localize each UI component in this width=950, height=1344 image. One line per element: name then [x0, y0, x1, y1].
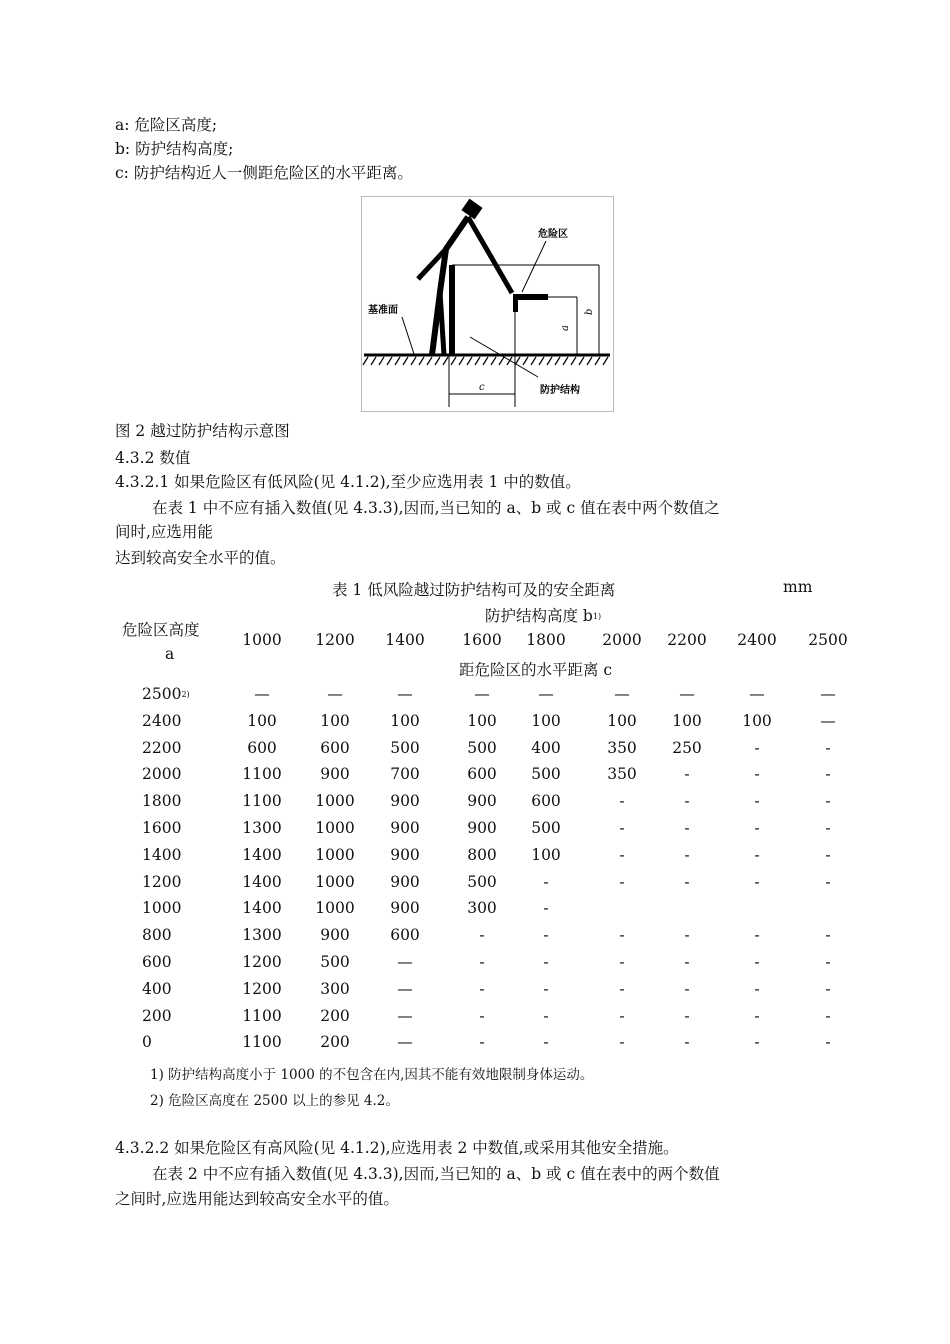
table-cell: 100: [320, 711, 350, 730]
table-cell: 600: [320, 738, 350, 757]
table-cell: -: [684, 872, 690, 891]
table-cell: 500: [531, 765, 561, 784]
table-cell: -: [825, 819, 831, 837]
table-cell: 300: [467, 899, 497, 918]
row-label: 200: [142, 1006, 172, 1025]
row-label: 800: [142, 926, 172, 945]
column-header: 1400: [385, 631, 425, 649]
row-label: 2200: [142, 738, 182, 757]
table-cell: -: [754, 1006, 760, 1025]
table-cell: -: [619, 872, 625, 891]
table-cell: -: [543, 899, 549, 918]
table-cell: -: [825, 1006, 831, 1025]
table-cell: 600: [531, 792, 561, 811]
table-cell: 100: [531, 845, 561, 864]
table-cell: -: [754, 926, 760, 945]
table-cell: 1000: [315, 845, 355, 864]
table-cell: 900: [390, 792, 420, 811]
table-cell: -: [684, 979, 690, 998]
table-cell: -: [825, 765, 831, 784]
table-cell: -: [754, 738, 760, 757]
row-label: 1000: [142, 899, 182, 918]
table-cell: -: [754, 765, 760, 784]
table-cell: -: [479, 1006, 485, 1025]
table-cell: 100: [607, 711, 637, 730]
table-cell: —: [327, 685, 343, 703]
table-cell: 200: [320, 1033, 350, 1052]
table-cell: —: [820, 711, 836, 730]
table-cell: —: [397, 685, 413, 703]
figure-caption: 图 2 越过防护结构示意图: [115, 422, 290, 440]
table-cell: -: [684, 1033, 690, 1052]
table-cell: -: [479, 1033, 485, 1052]
label-danger-zone: 危险区: [538, 229, 568, 240]
table-cell: 1300: [242, 819, 282, 837]
table-cell: -: [479, 953, 485, 971]
table-cell: -: [754, 953, 760, 971]
paragraph: 在表 2 中不应有插入数值(见 4.3.3),因而,当已知的 a、b 或 c 值在表中的两个数值: [152, 1165, 720, 1183]
table-cell: -: [754, 819, 760, 837]
footnote: 1) 防护结构高度小于 1000 的不包含在内,因其不能有效地限制身体运动。: [150, 1067, 594, 1083]
table-cell: -: [754, 872, 760, 891]
table-caption: 表 1 低风险越过防护结构可及的安全距离: [332, 581, 616, 599]
table-cell: -: [543, 872, 549, 891]
table-cell: 700: [390, 765, 420, 784]
table-cell: —: [679, 685, 695, 703]
table-cell: -: [825, 845, 831, 864]
table-cell: -: [825, 872, 831, 891]
table-cell: -: [543, 1006, 549, 1025]
table-cell: —: [397, 979, 413, 998]
table-cell: 600: [467, 765, 497, 784]
table-cell: 1000: [315, 872, 355, 891]
legend-b: b: 防护结构高度;: [115, 140, 234, 158]
column-header: 1800: [526, 631, 566, 649]
table-cell: 100: [672, 711, 702, 730]
table-cell: -: [825, 979, 831, 998]
table-cell: —: [538, 685, 554, 703]
table-cell: 800: [467, 845, 497, 864]
table-cell: -: [684, 926, 690, 945]
table-cell: —: [820, 685, 836, 703]
footnote: 2) 危险区高度在 2500 以上的参见 4.2。: [150, 1093, 399, 1109]
row-label: 2400: [142, 711, 182, 730]
table-cell: 1400: [242, 845, 282, 864]
table-cell: -: [619, 819, 625, 837]
table-cell: 600: [390, 926, 420, 945]
table-cell: 500: [390, 738, 420, 757]
table-cell: -: [619, 979, 625, 998]
table-cell: 500: [467, 738, 497, 757]
table-cell: 100: [247, 711, 277, 730]
table-cell: —: [397, 1006, 413, 1025]
table-cell: -: [825, 953, 831, 971]
table-cell: -: [543, 979, 549, 998]
column-header: 2200: [667, 631, 707, 649]
table-cell: -: [754, 792, 760, 811]
paragraph: 达到较高安全水平的值。: [115, 549, 286, 567]
table-cell: -: [543, 953, 549, 971]
table-cell: -: [619, 1033, 625, 1052]
table-cell: -: [619, 1006, 625, 1025]
header-b: 防护结构高度 $b_{1)}$: [485, 607, 602, 625]
table-cell: 900: [390, 819, 420, 837]
table-cell: -: [825, 1033, 831, 1052]
paragraph: 4.3.2.2 如果危险区有高风险(见 4.1.2),应选用表 2 中数值,或采用其他安全措施。: [115, 1139, 679, 1157]
table-cell: —: [614, 685, 630, 703]
column-header: 2000: [602, 631, 642, 649]
table-cell: 900: [320, 765, 350, 784]
table-cell: -: [684, 765, 690, 784]
table-cell: 500: [467, 872, 497, 891]
table-cell: 200: [320, 1006, 350, 1025]
table-cell: —: [397, 953, 413, 971]
table-cell: -: [479, 979, 485, 998]
table-cell: 600: [247, 738, 277, 757]
table-cell: 1400: [242, 872, 282, 891]
legend-c: c: 防护结构近人一侧距危险区的水平距离。: [115, 164, 413, 182]
table-cell: -: [619, 926, 625, 945]
table-cell: 1200: [242, 953, 282, 971]
table-cell: 1000: [315, 819, 355, 837]
table-cell: 500: [320, 953, 350, 971]
table-cell: 350: [607, 738, 637, 757]
table-cell: 300: [320, 979, 350, 998]
table-cell: 900: [390, 899, 420, 918]
table-cell: -: [754, 1033, 760, 1052]
column-header: 1600: [462, 631, 502, 649]
table-cell: 900: [467, 819, 497, 837]
row-label: 0: [142, 1033, 152, 1052]
row-label: 1200: [142, 872, 182, 891]
table-cell: 1200: [242, 979, 282, 998]
table-cell: 1400: [242, 899, 282, 918]
row-label: 1600: [142, 819, 182, 837]
label-base-plane: 基准面: [368, 305, 398, 316]
table-cell: -: [825, 926, 831, 945]
label-b: b: [584, 308, 595, 315]
header-c: 距危险区的水平距离 c: [459, 661, 613, 679]
table-cell: —: [749, 685, 765, 703]
table-cell: -: [684, 819, 690, 837]
column-header: 2500: [808, 631, 848, 649]
label-a: a: [560, 325, 571, 331]
table-cell: 100: [467, 711, 497, 730]
table-cell: 400: [531, 738, 561, 757]
table-cell: 1100: [242, 765, 282, 784]
table-cell: 1300: [242, 926, 282, 945]
header-a-symbol: a: [165, 645, 175, 663]
table-cell: 100: [390, 711, 420, 730]
table-unit: mm: [783, 578, 813, 596]
legend-a: a: 危险区高度;: [115, 116, 218, 134]
diagram-figure: [361, 196, 614, 412]
column-header: 1000: [242, 631, 282, 649]
paragraph: 4.3.2.1 如果危险区有低风险(见 4.1.2),至少应选用表 1 中的数值。: [115, 473, 581, 491]
table-cell: 1100: [242, 1033, 282, 1052]
label-guard: 防护结构: [540, 385, 580, 396]
table-cell: 900: [390, 872, 420, 891]
table-cell: —: [254, 685, 270, 703]
table-cell: 1100: [242, 792, 282, 811]
section-heading: 4.3.2 数值: [115, 449, 191, 467]
table-cell: -: [543, 926, 549, 945]
table-cell: 1000: [315, 899, 355, 918]
table-cell: 100: [531, 711, 561, 730]
table-cell: —: [474, 685, 490, 703]
paragraph: 间时,应选用能: [115, 523, 213, 541]
table-cell: -: [825, 738, 831, 757]
row-label: 1400: [142, 845, 182, 864]
table-cell: 1000: [315, 792, 355, 811]
table-cell: 250: [672, 738, 702, 757]
table-cell: 100: [742, 711, 772, 730]
table-cell: 900: [320, 926, 350, 945]
table-cell: -: [825, 792, 831, 811]
table-cell: -: [754, 845, 760, 864]
table-cell: -: [619, 845, 625, 864]
column-header: 2400: [737, 631, 777, 649]
table-cell: -: [754, 979, 760, 998]
table-cell: -: [619, 953, 625, 971]
table-cell: -: [684, 792, 690, 811]
paragraph: 之间时,应选用能达到较高安全水平的值。: [115, 1190, 399, 1208]
table-cell: -: [543, 1033, 549, 1052]
header-a: 危险区高度: [122, 621, 200, 639]
table-cell: 350: [607, 765, 637, 784]
table-cell: 500: [531, 819, 561, 837]
table-cell: —: [397, 1033, 413, 1052]
label-c: c: [479, 382, 485, 393]
table-cell: -: [619, 792, 625, 811]
table-cell: 900: [390, 845, 420, 864]
table-cell: -: [684, 845, 690, 864]
column-header: 1200: [315, 631, 355, 649]
table-cell: 900: [467, 792, 497, 811]
row-label: $2500_{2)}$: [142, 685, 190, 703]
row-label: 1800: [142, 792, 182, 811]
row-label: 400: [142, 979, 172, 998]
table-cell: -: [684, 1006, 690, 1025]
table-cell: -: [479, 926, 485, 945]
row-label: 600: [142, 953, 172, 971]
table-cell: 1100: [242, 1006, 282, 1025]
table-cell: -: [684, 953, 690, 971]
row-label: 2000: [142, 765, 182, 784]
paragraph: 在表 1 中不应有插入数值(见 4.3.3),因而,当已知的 a、b 或 c 值在表中两个数值之: [152, 499, 720, 517]
